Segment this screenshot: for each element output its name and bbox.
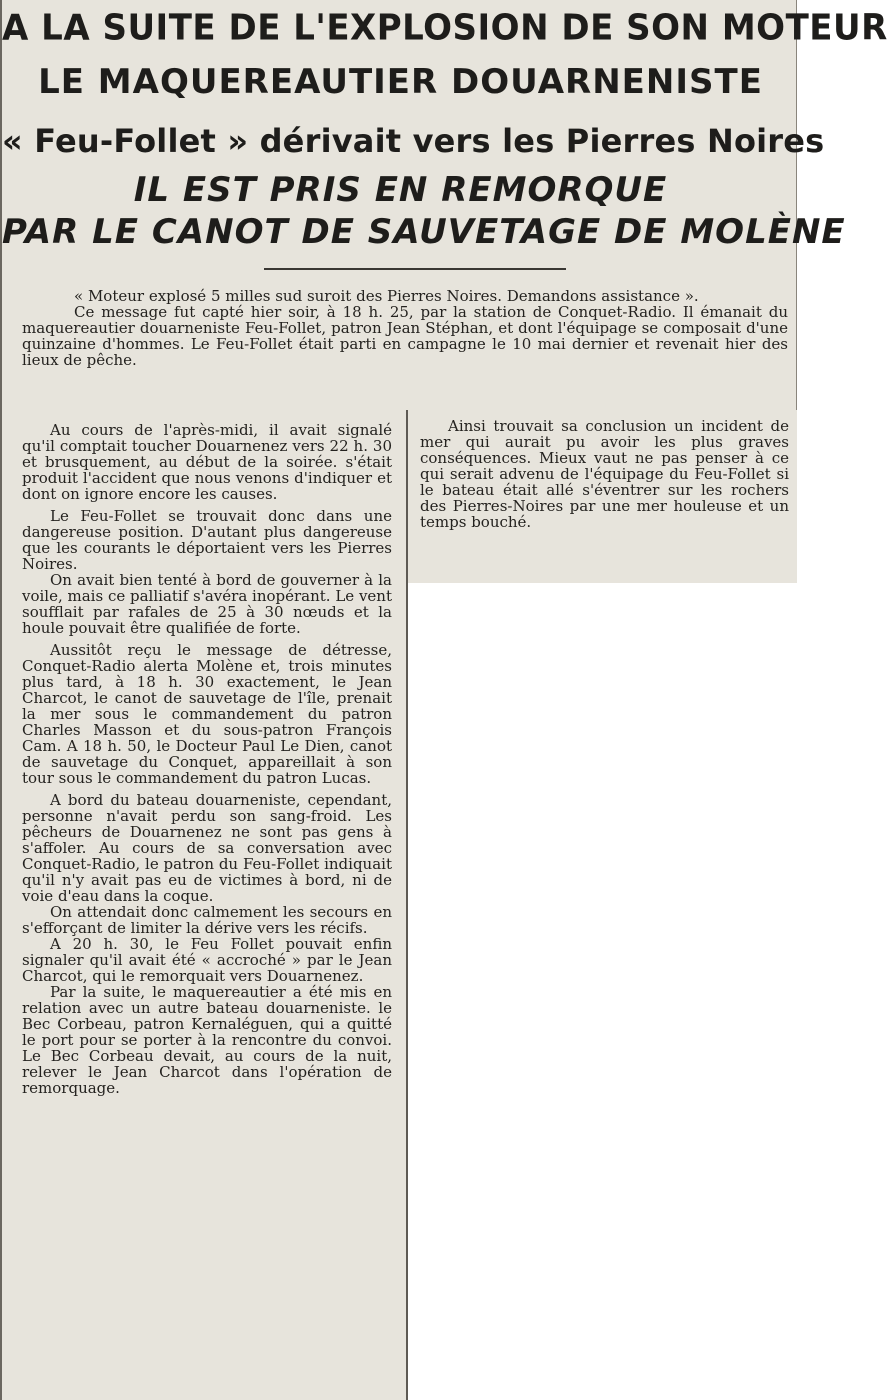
col1-paragraph-6: On attendait donc calmement les secours en s'efforçant de limiter la dérive vers les récifs.: [22, 903, 392, 937]
headline-line-2: LE MAQUEREAUTIER DOUARNENISTE: [38, 62, 763, 102]
lead-paragraph-2: Ce message fut capté hier soir, à 18 h. 25, par la station de Conquet-Radio. Il émanait du maquereautier douarneniste Feu-Follet, patron Jean Stéphan, et dont l'équipage se composait d'une quinzaine d'hommes. Le Feu-Follet était parti en campagne le 10 mai dernier et revenait hier des lieux de pêche.: [22, 303, 788, 369]
headline-line-5: PAR LE CANOT DE SAUVETAGE DE MOLÈNE: [2, 212, 846, 252]
headline-line-3: « Feu-Follet » dérivait vers les Pierres Noires: [2, 122, 825, 160]
col1-paragraph-5: A bord du bateau douarneniste, cependant, personne n'avait perdu son sang-froid. Les pêcheurs de Douarnenez ne sont pas gens à s'affoler. Au cours de sa conversation avec Conquet-Radio, le patron du Feu-Follet indiquait qu'il n'y avait pas eu de victimes à bord, ni de voie d'eau dans la coque.: [22, 791, 392, 905]
headline-line-4: IL EST PRIS EN REMORQUE: [133, 170, 668, 210]
col1-paragraph-2: Le Feu-Follet se trouvait donc dans une dangereuse position. D'autant plus dangereuse que les courants le déportaient vers les Pierres Noires.: [22, 507, 392, 573]
col1-paragraph-3: On avait bien tenté à bord de gouverner à la voile, mais ce palliatif s'avéra inopérant. Le vent soufflait par rafales de 25 à 30 nœuds et la houle pouvait être qualifiée de forte.: [22, 571, 392, 637]
col2-paragraph-1: Ainsi trouvait sa conclusion un incident de mer qui aurait pu avoir les plus graves conséquences. Mieux vaut ne pas penser à ce qui serait advenu de l'équipage du Feu-Follet si le bateau était allé s'éventrer sur les rochers des Pierres-Noires par une mer houleuse et un temps bouché.: [420, 417, 789, 531]
col1-paragraph-4: Aussitôt reçu le message de détresse, Conquet-Radio alerta Molène et, trois minutes plus tard, à 18 h. 30 exactement, le Jean Charcot, le canot de sauvetage de l'île, prenait la mer sous le commandement du patron Charles Masson et du sous-patron François Cam. A 18 h. 50, le Docteur Paul Le Dien, canot de sauvetage du Conquet, appareillait à son tour sous le commandement du patron Lucas.: [22, 641, 392, 787]
col1-paragraph-7: A 20 h. 30, le Feu Follet pouvait enfin signaler qu'il avait été « accroché » par le Jean Charcot, qui le remorquait vers Douarnenez.: [22, 935, 392, 985]
column-left: [0, 410, 408, 1400]
lead-paragraphs: [22, 288, 788, 368]
col1-paragraph-1: Au cours de l'après-midi, il avait signalé qu'il comptait toucher Douarnenez vers 22 h. 30 et brusquement, au début de la soirée. s'était produit l'accident que nous venons d'indiquer et dont on ignore encore les causes.: [22, 421, 392, 503]
headline-block: [0, 0, 888, 410]
headline-line-1: A LA SUITE DE L'EXPLOSION DE SON MOTEUR: [2, 7, 888, 49]
column-right: [408, 410, 797, 583]
lead-paragraph-1: « Moteur explosé 5 milles sud suroit des Pierres Noires. Demandons assistance ».: [74, 287, 699, 305]
col1-paragraph-8: Par la suite, le maquereautier a été mis en relation avec un autre bateau douarneniste. le Bec Corbeau, patron Kernaléguen, qui a quitté le port pour se porter à la rencontre du convoi. Le Bec Corbeau devait, au cours de la nuit, relever le Jean Charcot dans l'opération de remorquage.: [22, 983, 392, 1097]
headline-divider: [264, 268, 566, 270]
